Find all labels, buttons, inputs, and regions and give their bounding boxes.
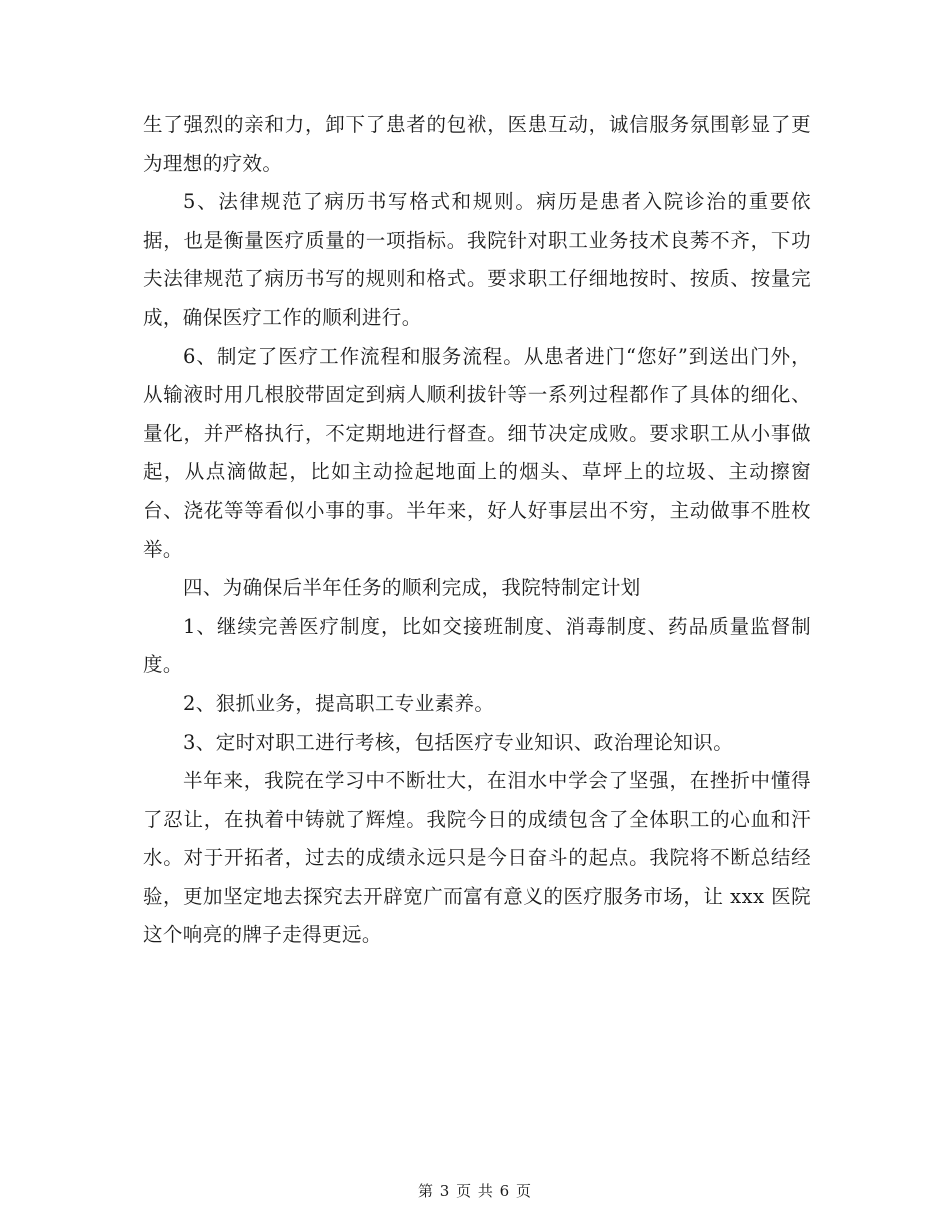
plan-item-2: 2、狠抓业务，提高职工专业素养。 [183, 691, 495, 715]
paragraph-continuation: 生了强烈的亲和力，卸下了患者的包袱，医患互动，诚信服务氛围彰显了更为理想的疗效。 [143, 113, 811, 175]
document-body [143, 106, 811, 955]
paragraph-item-5: 5、法律规范了病历书写格式和规则。病历是患者入院诊治的重要依据，也是衡量医疗质量的一项指标。我院针对职工业务技术良莠不齐，下功夫法律规范了病历书写的规则和格式。要求职工仔细地按时、按质、按量完成，确保医疗工作的顺利进行。 [143, 190, 811, 329]
paragraph-item-6: 6、制定了医疗工作流程和服务流程。从患者进门“您好”到送出门外，从输液时用几根胶带固定到病人顺利拔针等一系列过程都作了具体的细化、量化，并严格执行，不定期地进行督查。细节决定成败。要求职工从小事做起，从点滴做起，比如主动捡起地面上的烟头、草坪上的垃圾、主动擦窗台、浇花等等看似小事的事。半年来，好人好事层出不穷，主动做事不胜枚举。 [143, 344, 811, 561]
plan-item-3: 3、定时对职工进行考核，包括医疗专业知识、政治理论知识。 [183, 730, 734, 754]
paragraph-conclusion: 半年来，我院在学习中不断壮大，在泪水中学会了坚强，在挫折中懂得了忍让，在执着中铸就了辉煌。我院今日的成绩包含了全体职工的心血和汗水。对于开拓者，过去的成绩永远只是今日奋斗的起点。我院将不断总结经验，更加坚定地去探究去开辟宽广而富有意义的医疗服务市场，让 xxx 医院这个响亮的牌子走得更远。 [143, 769, 811, 947]
section-heading-4: 四、为确保后半年任务的顺利完成，我院特制定计划 [183, 576, 641, 600]
plan-item-1: 1、继续完善医疗制度，比如交接班制度、消毒制度、药品质量监督制度。 [143, 614, 811, 677]
page-number-footer: 第 3 页 共 6 页 [418, 1182, 532, 1200]
